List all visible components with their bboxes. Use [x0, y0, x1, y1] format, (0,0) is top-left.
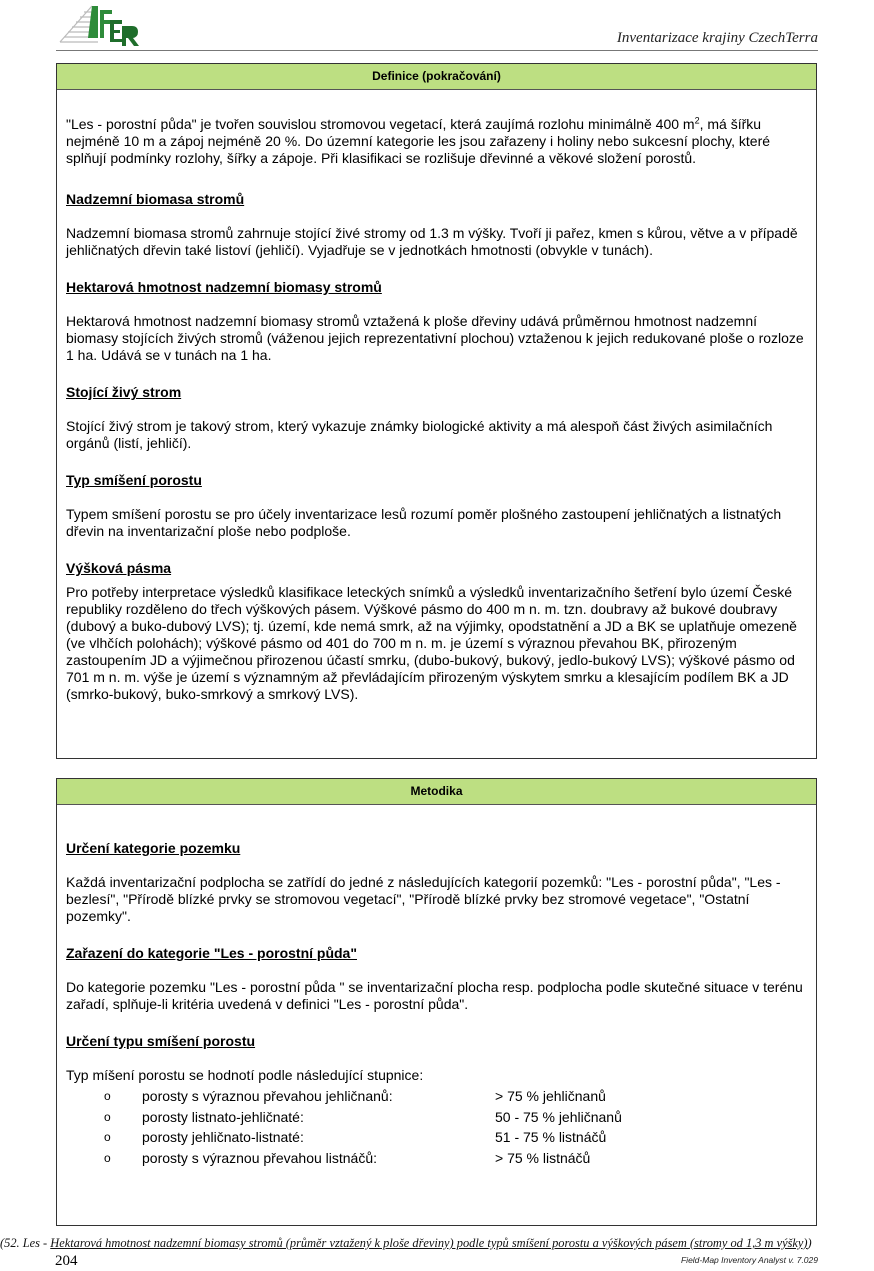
- section-text: Každá inventarizační podplocha se zatřídí do jedné z následujících kategorií pozemků: "Les - porostní půda", "Les - bezlesí", "Přírodě blízké prvky se stromovou vegetací", "Přírodě blízké prvky bez stromové vegetace", "Ostatní pozemky".: [66, 874, 781, 924]
- section-text: Typem smíšení porostu se pro účely inventarizace lesů rozumí poměr plošného zastoupení jehličnatých a listnatých dřevin na inventarizační ploše nebo podploše.: [66, 506, 782, 539]
- section-text: Pro potřeby interpretace výsledků klasifikace leteckých snímků a výsledků inventarizačního šetření bylo území České republiky rozděleno do třech výškových pásem. Výškové pásmo do 400 m n. m. tzn. doubravy až bukové doubravy (dubový a buko-dubový LVS); tj. území, kde nemá smrk, až na výjimky, opodstatnění a JD a BK se uplatňuje omezeně (ve vlhčích polohách); výškové pásmo od 401 do 700 m n. m. je území s výraznou převahou BK, přirozeným zastoupením JD a výjimečnou přirozenou účastí smrku, (dubo-bukový, bukový, jedlo-bukový LVS); výškové pásmo od 701 m n. m. výše je území s významným až převládajícím přirozeným výskytem smrku a klesajícím podílem BK a JD (smrko-bukový, buko-smrkový a smrkový LVS).: [66, 584, 797, 702]
- table-caption: [0, 1236, 874, 1251]
- scale-value: 51 - 75 % listnáčů: [495, 1129, 607, 1145]
- scale-label: porosty jehličnato-listnaté:: [142, 1129, 304, 1145]
- forest-definition-text: [66, 116, 807, 167]
- list-item: [66, 1107, 807, 1128]
- section-heading: Určení kategorie pozemku: [66, 840, 241, 856]
- section-heading: Zařazení do kategorie "Les - porostní půda": [66, 945, 357, 961]
- report-title: Inventarizace krajiny CzechTerra: [616, 30, 818, 46]
- section-heading: Hektarová hmotnost nadzemní biomasy stromů: [66, 279, 382, 295]
- bullet-icon: o: [104, 1089, 111, 1103]
- definitions-box: [56, 63, 817, 759]
- superscript: 2: [694, 115, 700, 126]
- mixing-scale-list: [66, 1086, 807, 1168]
- methodology-box-title: Metodika: [57, 779, 816, 805]
- section-heading: Stojící živý strom: [66, 384, 182, 400]
- scale-label: porosty s výraznou převahou listnáčů:: [142, 1149, 378, 1166]
- section-heading: Výšková pásma: [66, 560, 172, 576]
- scale-label: porosty s výraznou převahou jehličnanů:: [142, 1088, 393, 1104]
- caption-link[interactable]: Hektarová hmotnost nadzemní biomasy stromů (průměr vztažený k ploše dřeviny) podle typů smíšení porostu a výškových pásem (stromy od 1,3 m výšky): [50, 1236, 808, 1250]
- scale-value: 50 - 75 % jehličnanů: [495, 1108, 622, 1125]
- scale-label: porosty listnato-jehličnaté:: [142, 1108, 304, 1125]
- section-text: Typ míšení porostu se hodnotí podle následující stupnice:: [66, 1067, 424, 1083]
- section-heading: Typ smíšení porostu: [66, 472, 202, 488]
- scale-value: > 75 % jehličnanů: [495, 1088, 606, 1104]
- methodology-box: [56, 778, 817, 1226]
- definitions-box-body: [57, 116, 816, 703]
- software-version: Field-Map Inventory Analyst v. 7.029: [680, 1255, 818, 1265]
- section-heading: Určení typu smíšení porostu: [66, 1033, 256, 1049]
- ifer-logo: [58, 2, 142, 46]
- section-text: Do kategorie pozemku "Les - porostní půda " se inventarizační plocha resp. podplocha podle skutečné situace v terénu zařadí, splňuje-li kritéria uvedená v definici "Les - porostní půda".: [66, 979, 803, 1012]
- caption-suffix: ): [807, 1236, 812, 1250]
- list-item: [66, 1127, 807, 1148]
- caption-prefix: (52. Les -: [0, 1236, 51, 1250]
- section-heading: Nadzemní biomasa stromů: [66, 191, 245, 207]
- definitions-box-title: Definice (pokračování): [57, 64, 816, 90]
- section-text: Stojící živý strom je takový strom, který vykazuje známky biologické aktivity a má alespoň část živých asimilačních orgánů (listí, jehličí).: [66, 418, 773, 451]
- scale-value: > 75 % listnáčů: [495, 1149, 591, 1166]
- page-number: 204: [55, 1253, 78, 1269]
- intro-text-a: "Les - porostní půda" je tvořen souvislou stromovou vegetací, která zaujímá rozlohu minimálně 400 m: [66, 116, 695, 132]
- list-item: [66, 1148, 807, 1169]
- list-item: [66, 1086, 807, 1107]
- intro-text-b: , má šířku nejméně 10 m a zápoj nejméně 20 %. Do územní kategorie les jsou zařazeny i holiny nebo sukcesní plochy, které splňují podmínky rozlohy, šířky a zápoje. Při klasifikaci se rozlišuje dřevinné a věkové složení porostů.: [66, 116, 771, 166]
- bullet-icon: o: [104, 1150, 111, 1165]
- header-divider: [56, 50, 818, 51]
- bullet-icon: o: [104, 1130, 111, 1144]
- section-text: Nadzemní biomasa stromů zahrnuje stojící živé stromy od 1.3 m výšky. Tvoří ji pařez, kmen s kůrou, větve a v případě jehličnatých dřevin také listoví (jehličí). Vyjadřuje se v jednotkách hmotnosti (obvykle v tunách).: [66, 225, 798, 258]
- methodology-box-body: [57, 840, 816, 1168]
- section-text: Hektarová hmotnost nadzemní biomasy stromů vztažená k ploše dřeviny udává průměrnou hmotnost nadzemní biomasy stojících živých stromů (váženou jejich reprezentativní plochou) vztaženou k jejich redukované ploše o rozloze 1 ha. Udává se v tunách na 1 ha.: [66, 313, 804, 363]
- bullet-icon: o: [104, 1109, 111, 1124]
